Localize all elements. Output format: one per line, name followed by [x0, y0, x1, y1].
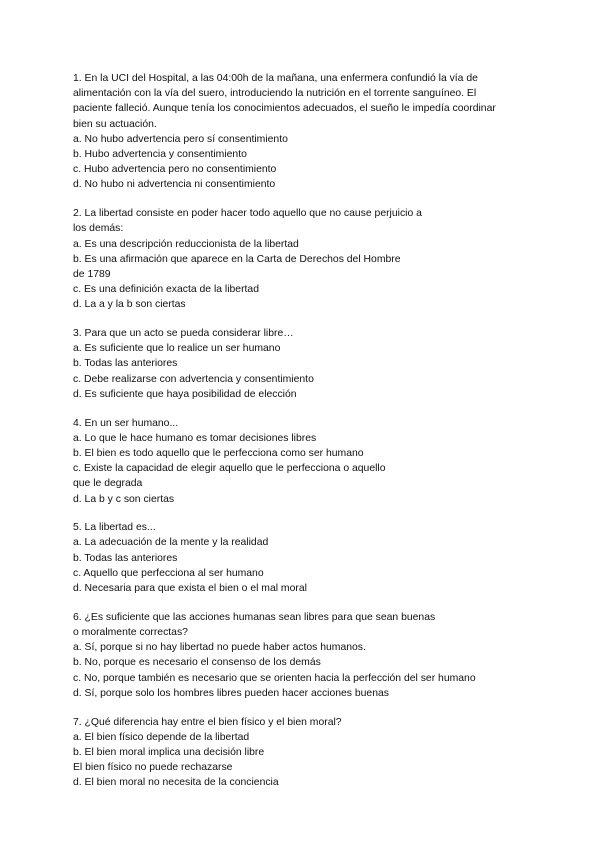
- answer-option-b: b. Hubo advertencia y consentimiento: [73, 149, 247, 161]
- answer-option-b: b. Todas las anteriores: [73, 552, 178, 564]
- answer-option-a: a. Sí, porque si no hay libertad no puede haber actos humanos.: [73, 642, 366, 654]
- answer-option-d: d. Necesaria para que exista el bien o el mal moral: [73, 583, 307, 595]
- answer-option-c: c. Aquello que perfecciona al ser humano: [73, 567, 264, 579]
- question-1: [73, 71, 540, 193]
- answer-option-d: d. Sí, porque solo los hombres libres pueden hacer acciones buenas: [73, 687, 389, 699]
- answer-option-c: c. Hubo advertencia pero no consentimiento: [73, 164, 277, 176]
- question-line: bien su actuación.: [73, 118, 157, 130]
- answer-option-a: a. No hubo advertencia pero sí consentimiento: [73, 133, 288, 145]
- answer-option-b: b. El bien es todo aquello que le perfecciona como ser humano: [73, 447, 364, 459]
- answer-option-c: c. Es una definición exacta de la libertad: [73, 284, 259, 296]
- question-4: [73, 416, 540, 507]
- question-line: 3. Para que un acto se pueda considerar libre…: [73, 328, 294, 340]
- answer-option-a: a. Es suficiente que lo realice un ser humano: [73, 343, 281, 355]
- question-6: [73, 610, 540, 701]
- answer-option-c: c. Debe realizarse con advertencia y consentimiento: [73, 373, 314, 385]
- question-line: 5. La libertad es...: [73, 522, 156, 534]
- question-7: [73, 715, 540, 791]
- question-line: 6. ¿Es suficiente que las acciones humanas sean libres para que sean buenas: [73, 611, 436, 623]
- question-line: 2. La libertad consiste en poder hacer todo aquello que no cause perjuicio a: [73, 208, 422, 220]
- answer-option-d: d. No hubo ni advertencia ni consentimiento: [73, 179, 276, 191]
- question-line: 4. En un ser humano...: [73, 417, 179, 429]
- answer-option-c: El bien físico no puede rechazarse: [73, 762, 233, 774]
- answer-option-a: a. La adecuación de la mente y la realidad: [73, 537, 269, 549]
- answer-option-d: d. El bien moral no necesita de la conciencia: [73, 777, 279, 789]
- answer-option-d: d. La b y c son ciertas: [73, 493, 175, 505]
- answer-option-b: b. Es una afirmación que aparece en la Carta de Derechos del Hombre: [73, 253, 401, 265]
- question-line: los demás:: [73, 223, 124, 235]
- answer-option-d: d. Es suficiente que haya posibilidad de elección: [73, 388, 297, 400]
- question-line: 1. En la UCI del Hospital, a las 04:00h de la mañana, una enfermera confundió la vía de: [73, 73, 478, 84]
- answer-option-b: b. No, porque es necesario el consenso de los demás: [73, 657, 321, 669]
- question-5: [73, 520, 540, 596]
- answer-option-a: a. Es una descripción reduccionista de la libertad: [73, 238, 299, 250]
- answer-option-b: b. Todas las anteriores: [73, 358, 178, 370]
- question-line: alimentación con la vía del suero, introduciendo la nutrición en el torrente sanguíneo. El: [73, 88, 477, 100]
- answer-option-c: c. Existe la capacidad de elegir aquello que le perfecciona o aquello: [73, 463, 386, 475]
- answer-option-b-continued: de 1789: [73, 268, 111, 280]
- question-line: paciente falleció. Aunque tenía los conocimientos adecuados, el sueño le impedía coordinar: [73, 103, 496, 115]
- question-3: [73, 326, 540, 402]
- answer-option-d: d. La a y la b son ciertas: [73, 299, 186, 311]
- answer-option-c: c. No, porque también es necesario que se orienten hacia la perfección del ser humano: [73, 672, 476, 684]
- answer-option-a: a. El bien físico depende de la libertad: [73, 731, 250, 743]
- question-line: o moralmente correctas?: [73, 627, 188, 638]
- answer-option-a: a. Lo que le hace humano es tomar decisiones libres: [73, 432, 317, 444]
- answer-option-c-continued: que le degrada: [73, 478, 143, 490]
- answer-option-b: b. El bien moral implica una decisión libre: [73, 746, 265, 758]
- question-line: 7. ¿Qué diferencia hay entre el bien físico y el bien moral?: [73, 716, 342, 728]
- question-2: [73, 206, 540, 312]
